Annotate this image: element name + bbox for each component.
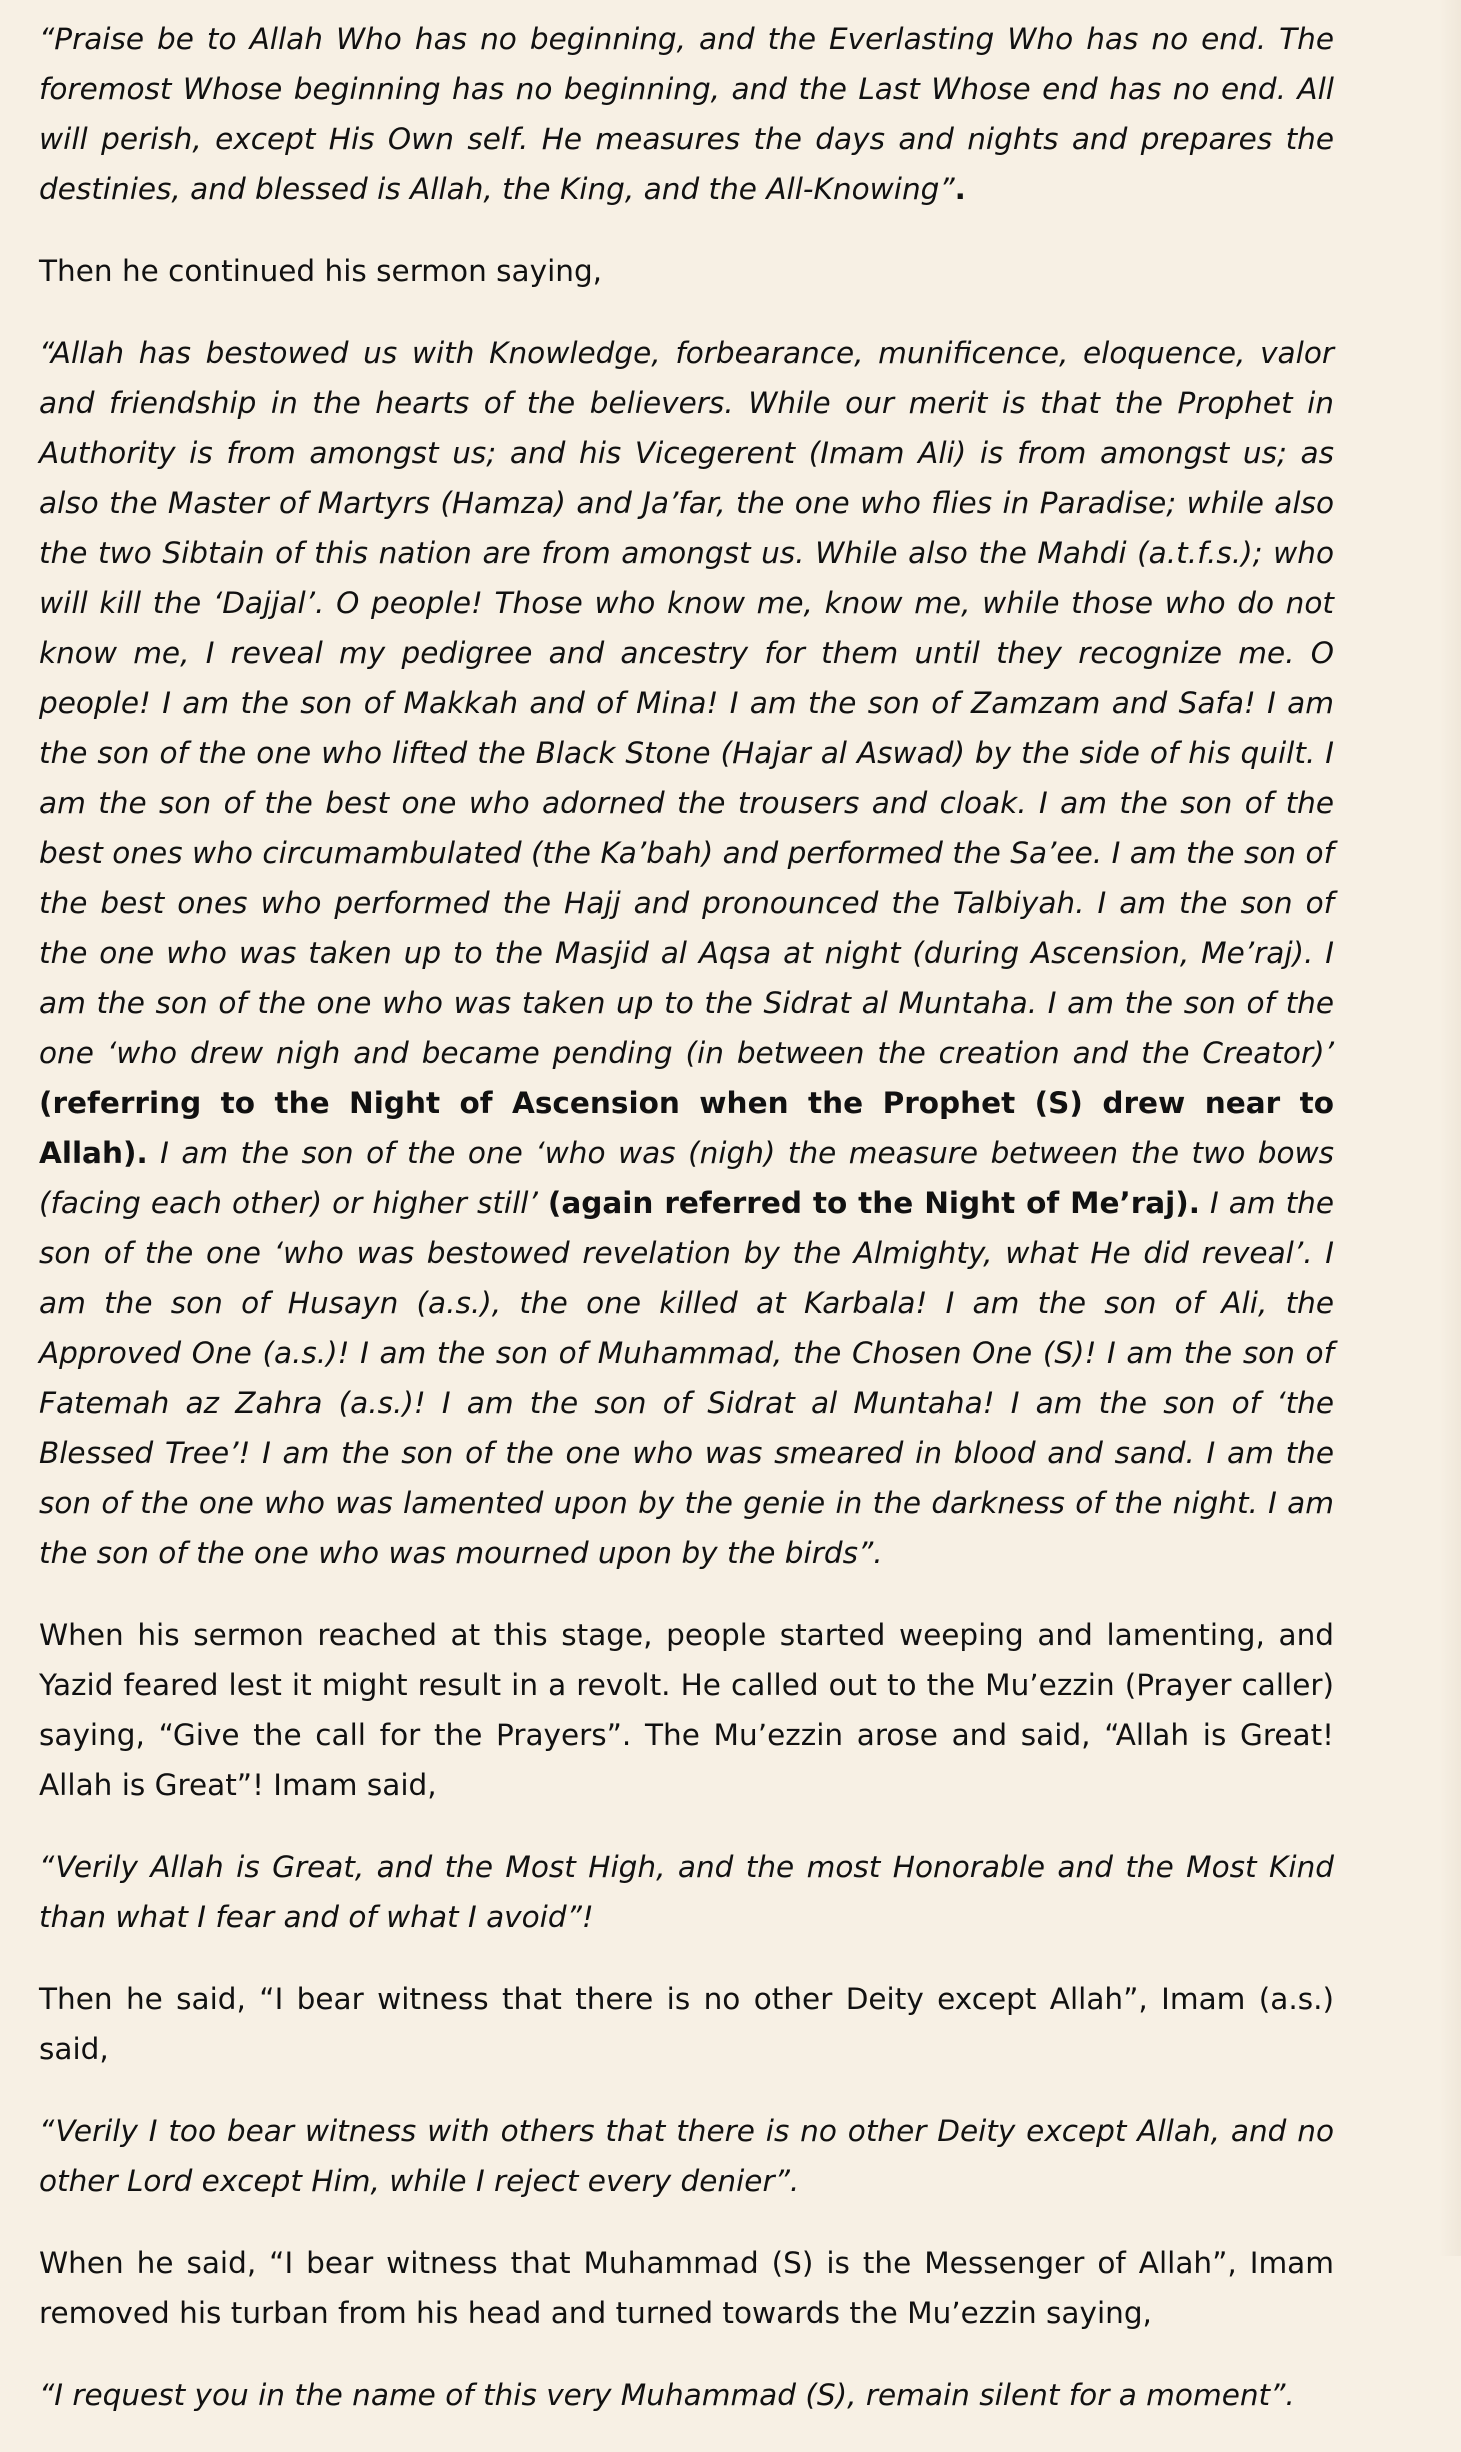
paragraph-sermon	[39, 328, 1334, 1578]
verily-witness-text: “Verily I too bear witness with others that there is no other Deity except Allah, and no other Lord except Him, while I reject every denier”.	[39, 2114, 1334, 2198]
bear-witness-text: Then he said, “I bear witness that there is no other Deity except Allah”, Imam (a.s.) said,	[39, 1982, 1334, 2066]
continued-text: Then he continued his sermon saying,	[39, 254, 603, 288]
verily-great-text: “Verily Allah is Great, and the Most High, and the most Honorable and the Most Kind than what I fear and of what I avoid”!	[39, 1850, 1334, 1934]
paragraph-verily-great	[39, 1842, 1334, 1942]
sermon-note-meraj: (again referred to the Night of Me’raj).	[547, 1186, 1200, 1220]
page-scroll-edge[interactable]	[1439, 0, 1461, 2256]
messenger-text: When he said, “I bear witness that Muhammad (S) is the Messenger of Allah”, Imam removed his turban from his head and turned towards the Mu’ezzin saying,	[39, 2246, 1334, 2330]
sermon-text-part-2: I am the son of the one ‘who was (nigh) the measure between the two bows (facing each other) or higher still’	[39, 1136, 1334, 1220]
paragraph-bear-witness	[39, 1974, 1334, 2074]
sermon-text-part-3: I am the son of the one ‘who was bestowed revelation by the Almighty, what He did reveal’. I am the son of Husayn (a.s.), the one killed at Karbala! I am the son of Ali, the Approved One (a.s.)! I am the son of Muhammad, the Chosen One (S)! I am the son of Fatemah az Zahra (a.s.)! I am the son of Sidrat al Muntaha! I am the son of ‘the Blessed Tree’! I am the son of the one who was smeared in blood and sand. I am the son of the one who was lamented upon by the genie in the darkness of the night. I am the son of the one who was mourned upon by the birds”.	[39, 1186, 1334, 1570]
request-text: “I request you in the name of this very Muhammad (S), remain silent for a moment”.	[39, 2378, 1295, 2412]
praise-period: .	[954, 172, 966, 206]
paragraph-request	[39, 2370, 1334, 2420]
paragraph-weeping	[39, 1610, 1334, 1810]
paragraph-messenger	[39, 2238, 1334, 2338]
sermon-text-part-1: “Allah has bestowed us with Knowledge, forbearance, munificence, eloquence, valor and friendship in the hearts of the believers. While our merit is that the Prophet in Authority is from amongst us; and his Vicegerent (Imam Ali) is from amongst us; as also the Master of Martyrs (Hamza) and Ja’far, the one who flies in Paradise; while also the two Sibtain of this nation are from amongst us. While also the Mahdi (a.t.f.s.); who will kill the ‘Dajjal’. O people! Those who know me, know me, while those who do not know me, I reveal my pedigree and ancestry for them until they recognize me. O people! I am the son of Makkah and of Mina! I am the son of Zamzam and Safa! I am the son of the one who lifted the Black Stone (Hajar al Aswad) by the side of his quilt. I am the son of the best one who adorned the trousers and cloak. I am the son of the best ones who circumambulated (the Ka’bah) and performed the Sa’ee. I am the son of the best ones who performed the Hajj and pronounced the Talbiyah. I am the son of the one who was taken up to the Masjid al Aqsa at night (during Ascension, Me’raj). I am the son of the one who was taken up to the Sidrat al Muntaha. I am the son of the one ‘who drew nigh and became pending (in between the creation and the Creator)’	[39, 336, 1334, 1070]
praise-text: “Praise be to Allah Who has no beginning, and the Everlasting Who has no end. The foremost Whose beginning has no beginning, and the Last Whose end has no end. All will perish, except His Own self. He measures the days and nights and prepares the destinies, and blessed is Allah, the King, and the All-Knowing”	[39, 22, 1334, 206]
document-body	[39, 14, 1334, 2452]
paragraph-continued	[39, 246, 1334, 296]
weeping-text: When his sermon reached at this stage, people started weeping and lamenting, and Yazid feared lest it might result in a revolt. He called out to the Mu’ezzin (Prayer caller) saying, “Give the call for the Prayers”. The Mu’ezzin arose and said, “Allah is Great! Allah is Great”! Imam said,	[39, 1618, 1334, 1802]
sermon-note-ascension: (referring to the Night of Ascension when the Prophet (S) drew near to Allah).	[39, 1086, 1334, 1170]
paragraph-verily-witness	[39, 2106, 1334, 2206]
paragraph-praise	[39, 14, 1334, 214]
